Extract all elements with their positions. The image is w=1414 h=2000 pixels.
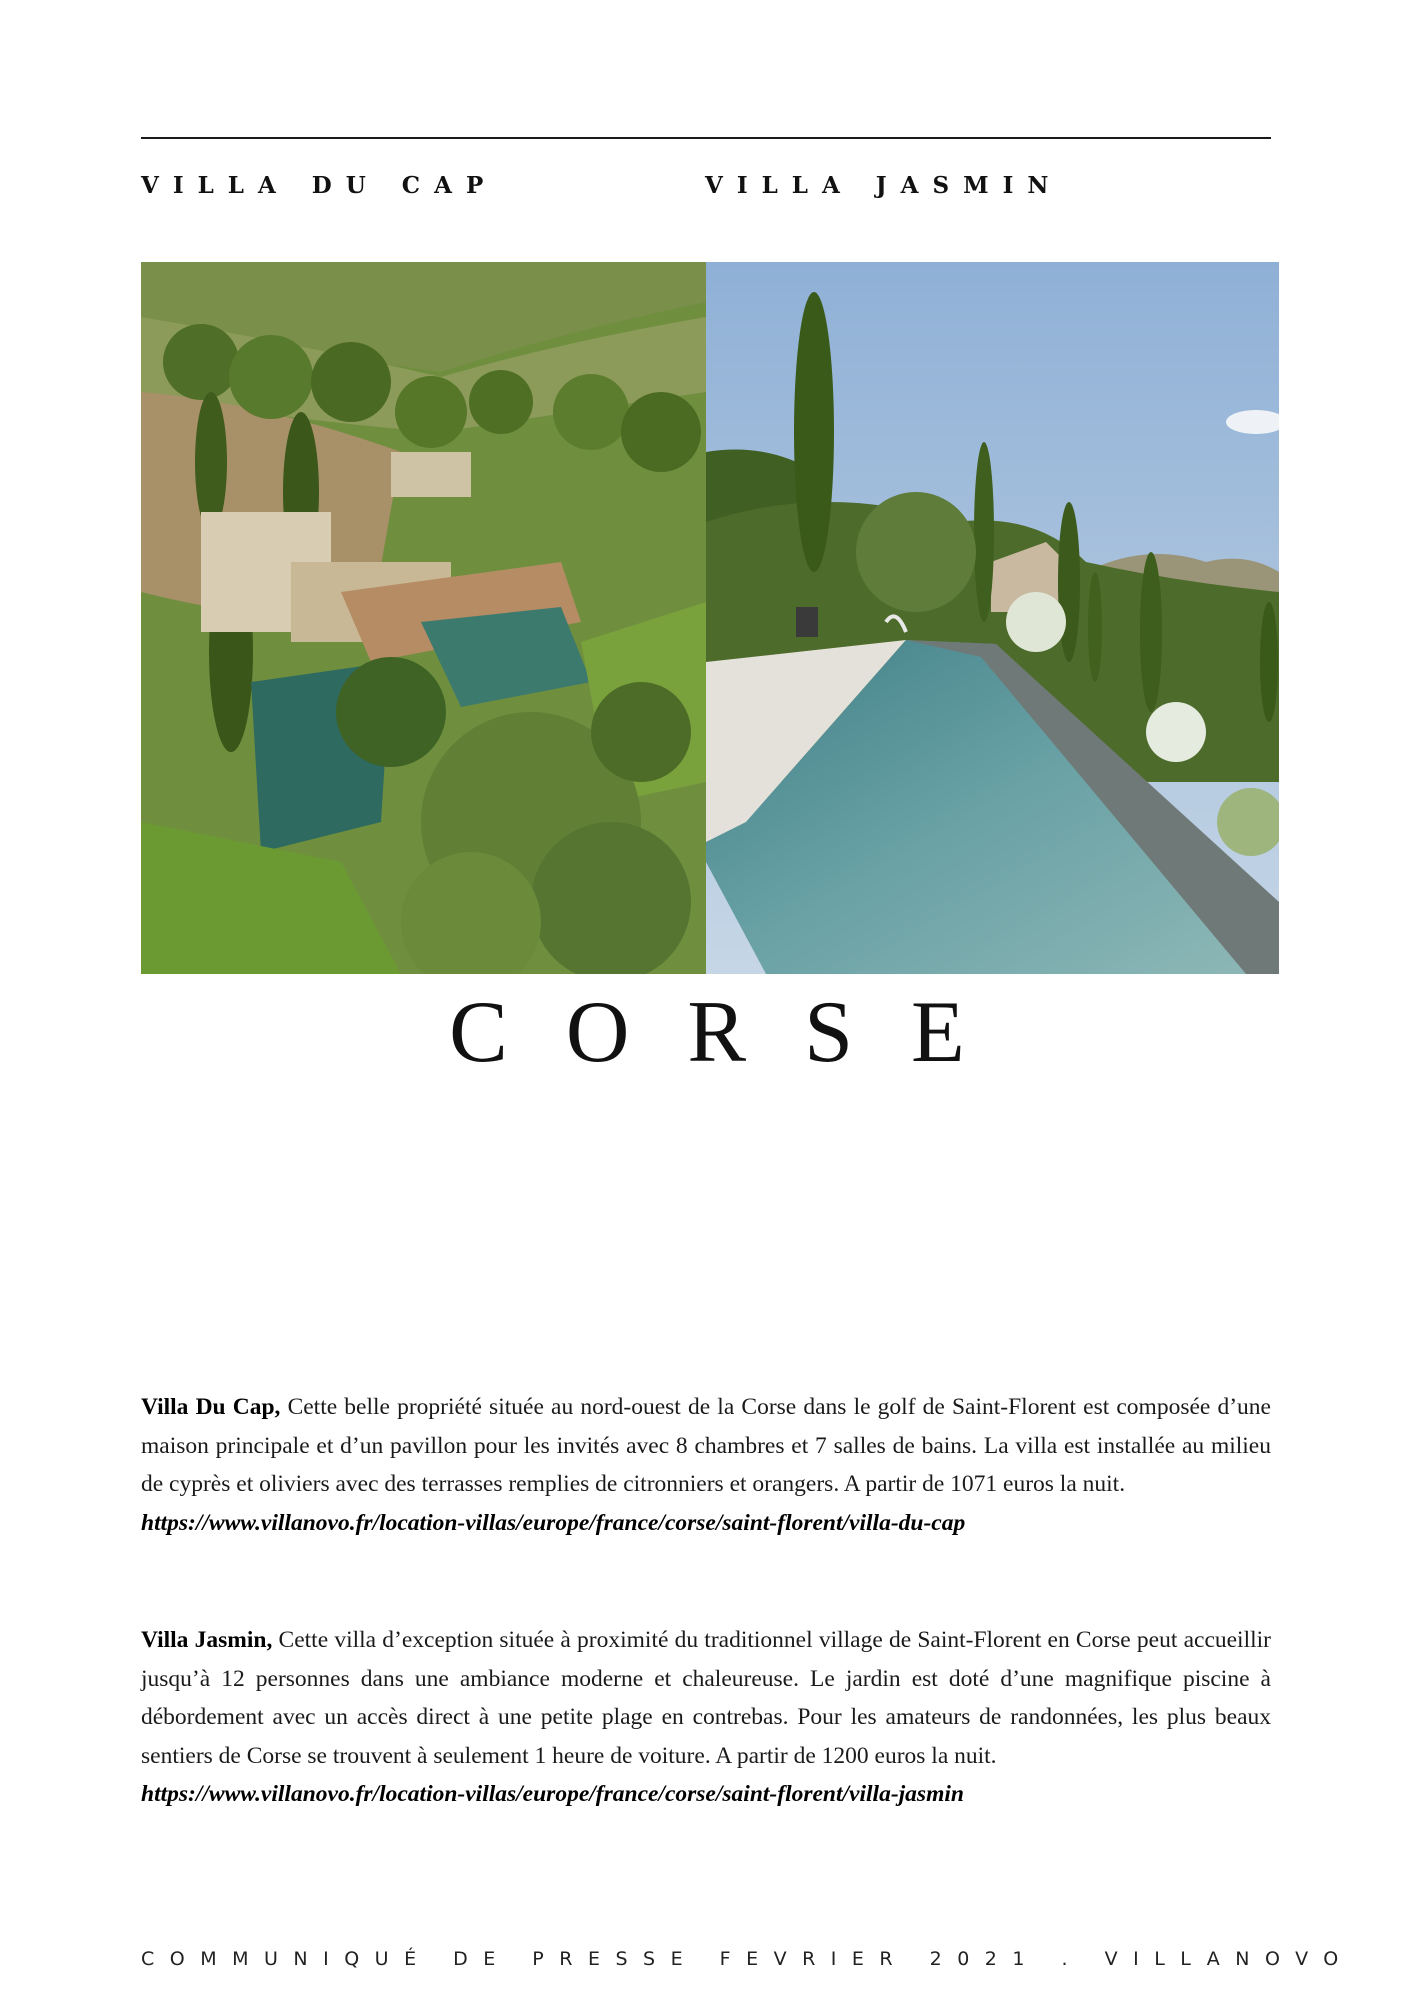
villa-jasmin-text: Cette villa d’exception située à proximité du traditionnel village de Saint-Florent en Corse peut accueillir jusqu’à 12 personnes dans une ambiance moderne et chaleureuse. Le jardin est doté d’une magnifique piscine à débordement avec un accès direct à une petite plage en contrebas. Pour les amateurs de randonnées, les plus beaux sentiers de Corse se trouvent à seulement 1 heure de voiture. A partir de 1200 euros la nuit. — [141, 1627, 1271, 1769]
page-title: CORSE — [449, 984, 1023, 1081]
villa-du-cap-link[interactable]: https://www.villanovo.fr/location-villas/europe/france/corse/saint-florent/villa-du-cap — [141, 1509, 966, 1536]
villa-du-cap-description — [141, 1388, 1271, 1542]
villa-du-cap-text: Cette belle propriété située au nord-ouest de la Corse dans le golf de Saint-Florent est composée d’une maison principale et d’un pavillon pour les invités avec 8 chambres et 7 salles de bains. La villa est installée au milieu de cyprès et oliviers avec des terrasses remplies de citronniers et orangers. A partir de 1071 euros la nuit. — [141, 1394, 1271, 1497]
infinity-pool-cypress-image — [706, 262, 1279, 974]
header-rule — [141, 137, 1271, 139]
villa-jasmin-photo — [706, 262, 1279, 974]
footer-press-release: COMMUNIQUÉ DE PRESSE FEVRIER 2021 . VILLANOVO — [141, 1948, 1354, 1970]
aerial-villa-garden-pools-image — [141, 262, 706, 974]
villa-du-cap-label: VILLA DU CAP — [141, 172, 498, 199]
villa-du-cap-name: Villa Du Cap, — [141, 1394, 281, 1420]
villa-du-cap-photo — [141, 262, 706, 974]
villa-jasmin-link[interactable]: https://www.villanovo.fr/location-villas/europe/france/corse/saint-florent/villa-jasmin — [141, 1781, 964, 1807]
villa-jasmin-description — [141, 1621, 1271, 1814]
villa-jasmin-label: VILLA JASMIN — [705, 172, 1063, 199]
villa-jasmin-name: Villa Jasmin, — [141, 1627, 273, 1653]
